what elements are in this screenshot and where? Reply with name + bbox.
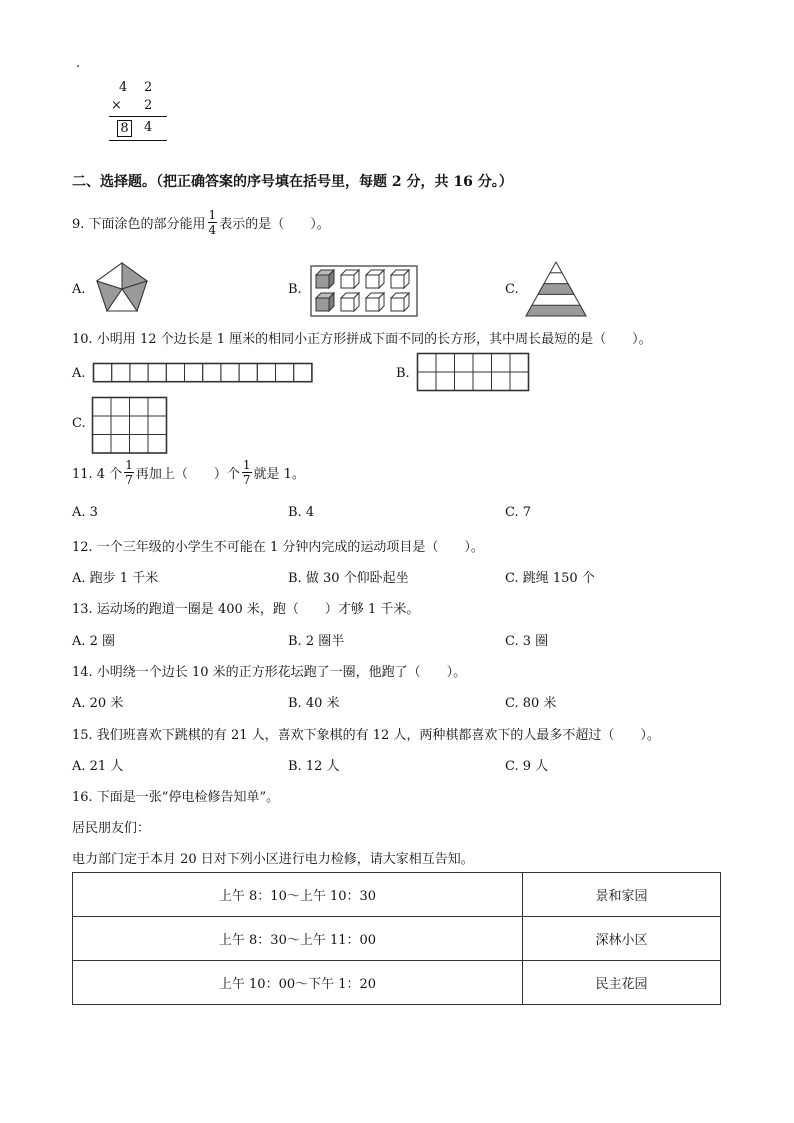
stray-dot: . xyxy=(76,56,81,71)
q11-part2: 再加上（ ）个 xyxy=(135,467,240,482)
q9-option-c-label: C. xyxy=(505,282,519,297)
q11-fraction-1 xyxy=(124,458,134,487)
q12-option-b: B. 做 30 个仰卧起坐 xyxy=(288,571,409,586)
q10-stem: 10. 小明用 12 个边长是 1 厘米的相同小正方形拼成下面不同的长方形，其中周长最短的是（ ）。 xyxy=(72,332,652,347)
grid-square xyxy=(148,416,167,435)
calc-result-box: 8 xyxy=(117,120,132,137)
q11-option-b: B. 4 xyxy=(288,505,315,520)
calc-multiply-sign: × xyxy=(111,98,122,113)
grid-square xyxy=(455,354,474,373)
grid-square xyxy=(436,354,455,373)
cube xyxy=(341,293,359,311)
q9-frac-den: 4 xyxy=(208,223,217,237)
grid-square xyxy=(510,354,529,373)
calc-line xyxy=(109,116,167,117)
q11-stem xyxy=(72,458,305,487)
grid-square xyxy=(203,364,221,382)
q11-part3: 就是 1。 xyxy=(253,467,305,482)
q14-stem: 14. 小明绕一个边长 10 米的正方形花坛跑了一圈，他跑了（ ）。 xyxy=(72,665,467,680)
q11-frac1-den: 7 xyxy=(125,473,133,487)
grid-square xyxy=(130,435,149,454)
q10-option-a-grid-1x12 xyxy=(92,362,316,384)
calc-multiplier: 2 xyxy=(144,98,153,113)
q9-option-a-pentagon-figure xyxy=(94,260,150,316)
q9-option-b-label: B. xyxy=(288,282,302,297)
q14-option-c: C. 80 米 xyxy=(505,696,557,711)
cube xyxy=(316,293,334,311)
outage-schedule-table xyxy=(72,872,721,1005)
grid-square xyxy=(276,364,294,382)
grid-square xyxy=(111,398,130,417)
q12-option-a: A. 跑步 1 千米 xyxy=(72,571,159,586)
q13-stem: 13. 运动场的跑道一圈是 400 米，跑（ ）才够 1 千米。 xyxy=(72,602,420,617)
cube xyxy=(391,293,409,311)
table-row xyxy=(73,873,721,917)
q15-option-a: A. 21 人 xyxy=(72,759,124,774)
table-cell-place: 景和家园 xyxy=(523,873,721,917)
q9-stem xyxy=(72,208,330,237)
table-cell-place: 民主花园 xyxy=(523,961,721,1005)
q15-option-b: B. 12 人 xyxy=(288,759,340,774)
grid-square xyxy=(510,372,529,391)
grid-square xyxy=(93,416,112,435)
grid-square xyxy=(111,416,130,435)
table-row xyxy=(73,961,721,1005)
grid-square xyxy=(130,398,149,417)
q12-stem: 12. 一个三年级的小学生不可能在 1 分钟内完成的运动项目是（ ）。 xyxy=(72,540,484,555)
table-cell-time: 上午 8：30～上午 11：00 xyxy=(73,917,523,961)
table-cell-time: 上午 10：00～下午 1：20 xyxy=(73,961,523,1005)
grid-square xyxy=(455,372,474,391)
grid-square xyxy=(148,435,167,454)
grid-square xyxy=(294,364,312,382)
q11-option-c: C. 7 xyxy=(505,505,532,520)
calc-result-digit: 4 xyxy=(144,120,153,135)
grid-square xyxy=(130,416,149,435)
q14-option-a: A. 20 米 xyxy=(72,696,124,711)
q15-option-c: C. 9 人 xyxy=(505,759,549,774)
cube xyxy=(341,270,359,288)
q11-frac2-num: 1 xyxy=(242,458,251,472)
q13-option-b: B. 2 圈半 xyxy=(288,634,345,649)
table-row xyxy=(73,917,721,961)
grid-square xyxy=(473,372,492,391)
q12-option-c: C. 跳绳 150 个 xyxy=(505,571,595,586)
q11-part1: 11. 4 个 xyxy=(72,467,123,482)
grid-square xyxy=(148,398,167,417)
grid-square xyxy=(257,364,275,382)
q10-option-c-grid-3x4 xyxy=(91,396,169,454)
q9-option-c-triangle-figure xyxy=(524,260,588,318)
q9-frac-num: 1 xyxy=(208,208,217,222)
q10-option-b-grid-2x6 xyxy=(416,352,532,392)
cube xyxy=(316,270,334,288)
q10-option-a-label: A. xyxy=(72,366,86,381)
q9-option-a-label: A. xyxy=(72,282,86,297)
grid-square xyxy=(93,435,112,454)
calc-top-digit-1: 4 xyxy=(119,80,128,95)
grid-square xyxy=(418,372,437,391)
q15-stem: 15. 我们班喜欢下跳棋的有 21 人，喜欢下象棋的有 12 人，两种棋都喜欢下的人最多不超过（ ）。 xyxy=(72,728,660,743)
grid-square xyxy=(418,354,437,373)
grid-square xyxy=(221,364,239,382)
q11-fraction-2 xyxy=(242,458,252,487)
cube xyxy=(391,270,409,288)
q13-option-a: A. 2 圈 xyxy=(72,634,116,649)
q14-option-b: B. 40 米 xyxy=(288,696,340,711)
grid-square xyxy=(185,364,203,382)
q16-stem: 16. 下面是一张“停电检修告知单”。 xyxy=(72,790,280,805)
calc-underline xyxy=(109,140,167,141)
q13-option-c: C. 3 圈 xyxy=(505,634,549,649)
table-cell-time: 上午 8：10～上午 10：30 xyxy=(73,873,523,917)
grid-square xyxy=(239,364,257,382)
grid-square xyxy=(166,364,184,382)
q9-option-b-cubes-figure xyxy=(310,265,418,317)
q11-frac2-den: 7 xyxy=(242,473,251,487)
grid-square xyxy=(94,364,112,382)
q11-option-a: A. 3 xyxy=(72,505,98,520)
grid-square xyxy=(492,354,511,373)
grid-square xyxy=(112,364,130,382)
q16-greeting: 居民朋友们： xyxy=(72,821,151,836)
grid-square xyxy=(436,372,455,391)
grid-square xyxy=(148,364,166,382)
q16-notice-body: 电力部门定于本月 20 日对下列小区进行电力检修，请大家相互告知。 xyxy=(72,852,474,867)
grid-square xyxy=(93,398,112,417)
cube xyxy=(366,270,384,288)
q11-frac1-num: 1 xyxy=(125,458,133,472)
section-2-title: 二、选择题。（把正确答案的序号填在括号里，每题 2 分，共 16 分。） xyxy=(72,174,513,190)
q9-fraction xyxy=(208,208,218,237)
cube xyxy=(366,293,384,311)
grid-square xyxy=(130,364,148,382)
q10-option-c-label: C. xyxy=(72,416,86,431)
calc-top-digit-2: 2 xyxy=(144,80,153,95)
q9-prefix: 9. 下面涂色的部分能用 xyxy=(72,217,206,232)
q10-option-b-label: B. xyxy=(396,366,410,381)
grid-square xyxy=(473,354,492,373)
grid-square xyxy=(492,372,511,391)
q9-suffix: 表示的是（ ）。 xyxy=(219,217,330,232)
grid-square xyxy=(111,435,130,454)
table-cell-place: 深林小区 xyxy=(523,917,721,961)
